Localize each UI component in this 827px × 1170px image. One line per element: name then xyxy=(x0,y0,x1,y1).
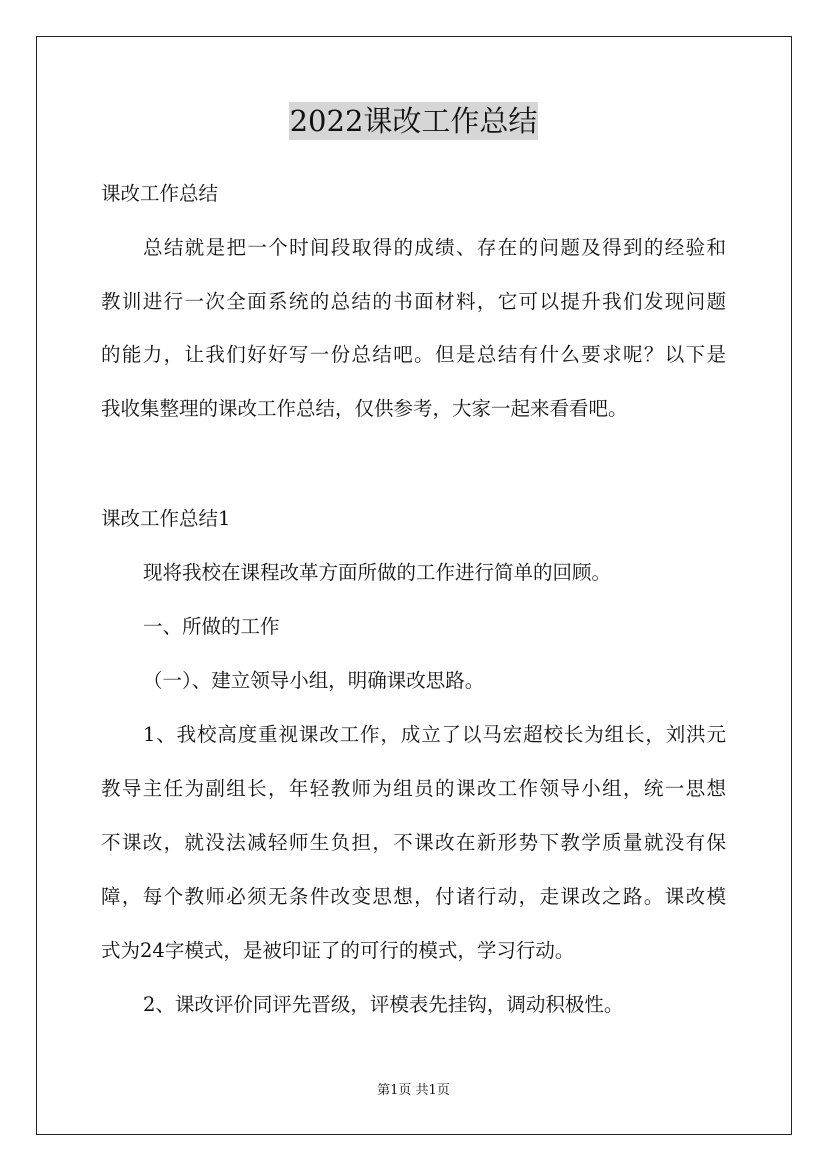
document-title: 2022课改工作总结 xyxy=(289,104,538,138)
intro-line: 教训进行一次全面系统的总结的书面材料，它可以提升我们发现问题 xyxy=(101,290,726,313)
page-footer: 第1页 共1页 xyxy=(377,1083,450,1098)
intro-line: 总结就是把一个时间段取得的成绩、存在的问题及得到的经验和 xyxy=(143,236,726,259)
subsection-heading: （一）、建立领导小组，明确课改思路。 xyxy=(143,669,485,692)
item-line: 不课改，就没法减轻师生负担，不课改在新形势下教学质量就没有保 xyxy=(101,831,726,854)
item-two: 2、课改评价同评先晋级，评模表先挂钩，调动积极性。 xyxy=(143,993,624,1016)
section-heading: 课改工作总结1 xyxy=(101,507,231,530)
item-line: 1、我校高度重视课改工作，成立了以马宏超校长为组长，刘洪元 xyxy=(143,723,726,746)
title-container xyxy=(0,102,827,140)
item-line: 障，每个教师必须无条件改变思想，付诸行动，走课改之路。课改模 xyxy=(101,885,726,908)
item-line: 教导主任为副组长，年轻教师为组员的课改工作领导小组，统一思想 xyxy=(101,777,726,800)
item-line: 式为24字模式，是被印证了的可行的模式，学习行动。 xyxy=(101,939,575,962)
intro-line: 我收集整理的课改工作总结，仅供参考，大家一起来看看吧。 xyxy=(101,397,628,420)
part-heading: 一、所做的工作 xyxy=(143,615,280,638)
lead-paragraph: 现将我校在课程改革方面所做的工作进行简单的回顾。 xyxy=(143,561,612,584)
intro-line: 的能力，让我们好好写一份总结吧。但是总结有什么要求呢？以下是 xyxy=(101,343,726,366)
document-subtitle: 课改工作总结 xyxy=(101,182,219,205)
